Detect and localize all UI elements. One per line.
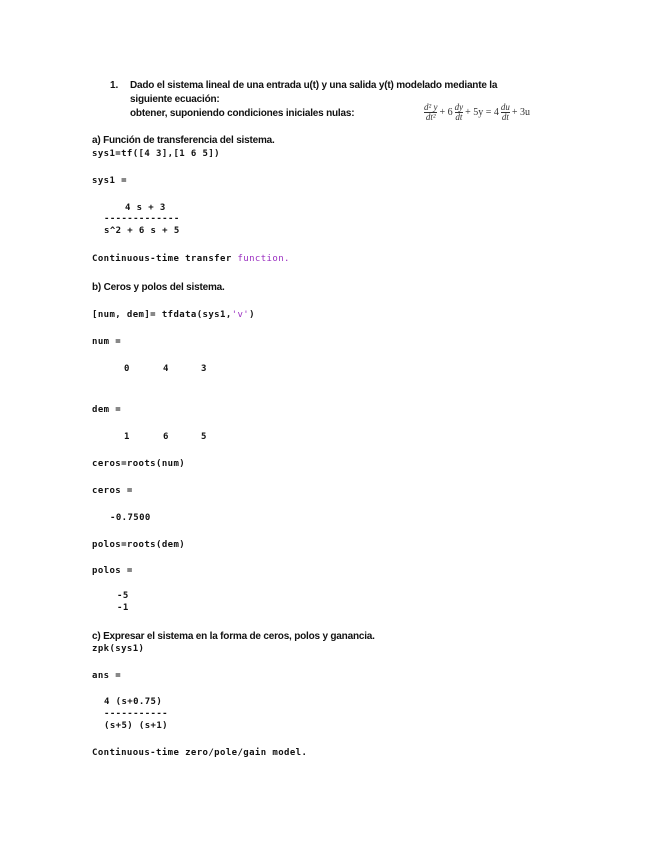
eq-term2-num: dy	[454, 102, 464, 112]
ceros-command: ceros=roots(num)	[92, 459, 186, 469]
dem-label: dem =	[92, 405, 122, 415]
eq-mid: + 5y = 4	[465, 107, 499, 118]
tf-denominator: s^2 + 6 s + 5	[104, 226, 180, 236]
dem-value: 1	[124, 432, 130, 442]
problem-number: 1.	[110, 80, 119, 91]
problem-text-line1: Dado el sistema lineal de una entrada u(t) y una salida y(t) modelado mediante la	[130, 80, 498, 91]
eq-term1-num: d² y	[424, 102, 438, 112]
zpk-command: zpk(sys1)	[92, 644, 145, 654]
num-value: 3	[201, 364, 207, 374]
tf-note-keyword: function.	[237, 254, 290, 264]
zpk-numerator: 4 (s+0.75)	[104, 697, 163, 707]
tf-note-prefix: Continuous-time transfer	[92, 254, 238, 264]
sys1-output-label: sys1 =	[92, 176, 127, 186]
num-value: 4	[163, 364, 169, 374]
eq-term3-den: dt	[501, 112, 509, 122]
section-c-heading: c) Expresar el sistema en la forma de ceros, polos y ganancia.	[92, 631, 375, 642]
zpk-model-note: Continuous-time zero/pole/gain model.	[92, 748, 308, 758]
polos-label: polos =	[92, 566, 133, 576]
eq-term2-den: dt	[455, 112, 463, 122]
eq-plus1: + 6	[439, 107, 453, 118]
section-b-heading: b) Ceros y polos del sistema.	[92, 282, 225, 293]
eq-tail: + 3u	[511, 107, 531, 118]
zpk-denominator: (s+5) (s+1)	[104, 721, 169, 731]
section-a-command: sys1=tf([4 3],[1 6 5])	[92, 149, 221, 159]
tf-model-note	[92, 254, 290, 264]
tfdata-cmd-string: 'v'	[231, 310, 250, 320]
eq-term3-num: du	[500, 102, 510, 112]
dem-value: 6	[163, 432, 169, 442]
eq-term1-den: dt²	[425, 112, 436, 122]
tf-numerator: 4 s + 3	[125, 203, 166, 213]
dem-value: 5	[201, 432, 207, 442]
polos-command: polos=roots(dem)	[92, 540, 186, 550]
num-label: num =	[92, 337, 122, 347]
tfdata-command	[92, 310, 255, 320]
section-a-heading: a) Función de transferencia del sistema.	[92, 135, 275, 146]
ceros-value: -0.7500	[110, 513, 151, 523]
zpk-fraction-bar: -----------	[104, 709, 169, 719]
tf-fraction-bar: -------------	[104, 214, 180, 224]
polos-value: -5	[117, 591, 129, 601]
polos-value: -1	[117, 603, 129, 613]
tfdata-cmd-prefix: [num, dem]= tfdata(sys1,	[92, 310, 232, 320]
problem-text-line2: siguiente ecuación:	[130, 94, 220, 105]
tfdata-cmd-suffix: )	[249, 310, 255, 320]
ceros-label: ceros =	[92, 486, 133, 496]
ans-label: ans =	[92, 671, 122, 681]
problem-text-line3: obtener, suponiendo condiciones iniciales nulas:	[130, 108, 355, 119]
differential-equation	[424, 103, 530, 122]
num-value: 0	[124, 364, 130, 374]
